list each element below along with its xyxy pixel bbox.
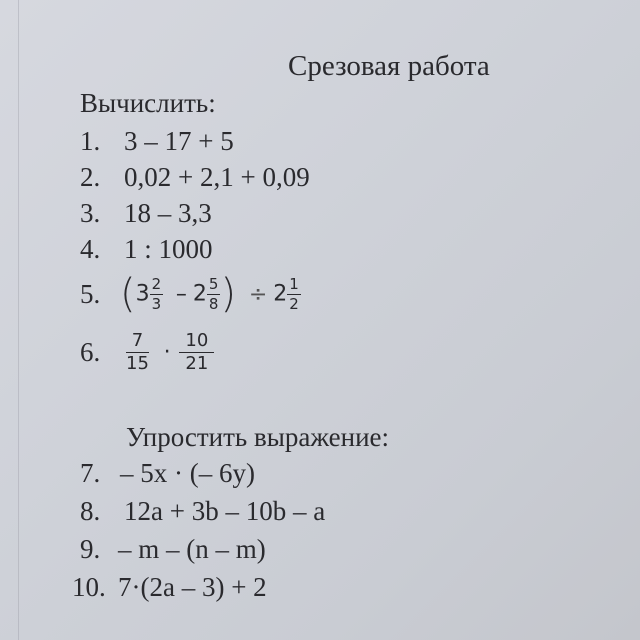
fraction bbox=[179, 332, 214, 373]
fraction bbox=[150, 274, 164, 313]
task-number: 6. bbox=[80, 337, 101, 367]
minus-sign: – bbox=[175, 281, 187, 307]
task-item bbox=[80, 271, 301, 317]
task-expression: 7·(2a – 3) + 2 bbox=[118, 572, 267, 602]
numerator: 7 bbox=[126, 332, 149, 353]
worksheet-title: Срезовая работа bbox=[288, 50, 490, 82]
task-item bbox=[72, 572, 267, 603]
task-item bbox=[80, 234, 213, 265]
fraction bbox=[207, 274, 221, 313]
task-expression: 18 – 3,3 bbox=[124, 198, 212, 228]
task-number: 4. bbox=[80, 234, 101, 264]
task-item bbox=[80, 126, 234, 157]
numerator: 10 bbox=[179, 332, 214, 353]
task-item bbox=[80, 496, 325, 527]
open-paren: ( bbox=[120, 271, 136, 317]
task-number: 2. bbox=[80, 162, 101, 192]
task-item bbox=[80, 198, 212, 229]
multiplication-dot: · bbox=[163, 340, 171, 365]
denominator: 15 bbox=[126, 353, 149, 374]
task-expression: 1 : 1000 bbox=[124, 234, 213, 264]
task-expression: 3 – 17 + 5 bbox=[124, 126, 234, 156]
division-sign: ÷ bbox=[248, 281, 268, 307]
task-number: 9. bbox=[80, 534, 101, 564]
task-number: 10. bbox=[72, 572, 106, 602]
section-heading-compute: Вычислить: bbox=[80, 88, 216, 118]
task-number: 8. bbox=[80, 496, 101, 526]
page-margin-line bbox=[18, 0, 19, 640]
numerator: 2 bbox=[151, 274, 162, 293]
task-expression: 0,02 + 2,1 + 0,09 bbox=[124, 162, 310, 192]
numerator: 5 bbox=[208, 274, 219, 293]
close-paren: ) bbox=[220, 271, 237, 317]
numerator: 1 bbox=[289, 274, 299, 293]
task-item bbox=[80, 162, 310, 193]
denominator: 2 bbox=[289, 294, 299, 313]
task-item bbox=[80, 332, 214, 373]
fraction bbox=[287, 274, 301, 313]
fraction bbox=[120, 332, 155, 373]
task-number: 3. bbox=[80, 198, 101, 228]
task-expression: – 5x · (– 6y) bbox=[120, 458, 255, 488]
denominator: 21 bbox=[185, 353, 209, 374]
task-item bbox=[80, 458, 255, 489]
task-number: 7. bbox=[80, 458, 101, 488]
task-expression: 12a + 3b – 10b – a bbox=[124, 496, 326, 526]
denominator: 8 bbox=[208, 294, 219, 313]
task-expression: – m – (n – m) bbox=[118, 534, 266, 564]
task-number: 1. bbox=[80, 126, 101, 156]
whole-part: 3 bbox=[135, 281, 150, 307]
whole-part: 2 bbox=[273, 281, 288, 307]
task-item bbox=[80, 534, 266, 565]
denominator: 3 bbox=[151, 294, 162, 313]
section-heading-simplify: Упростить выражение: bbox=[126, 422, 389, 452]
whole-part: 2 bbox=[192, 281, 207, 307]
task-number: 5. bbox=[80, 278, 101, 309]
